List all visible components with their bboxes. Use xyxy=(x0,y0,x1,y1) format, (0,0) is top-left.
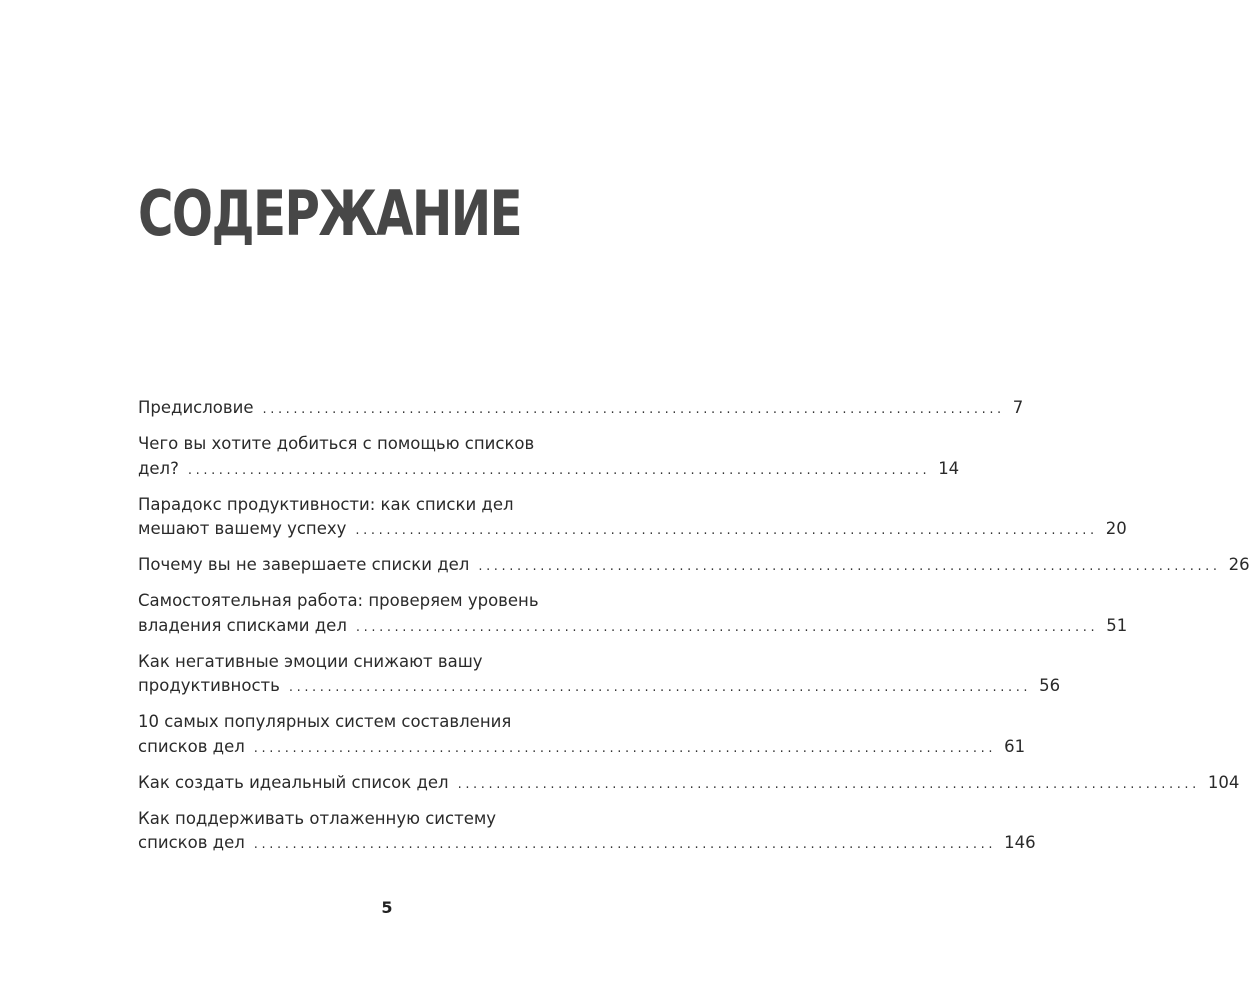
toc-entry-title: списков дел xyxy=(138,736,245,756)
toc-page-number: 20 xyxy=(1105,519,1127,538)
toc-entry-line xyxy=(138,457,960,484)
dot-leader: ................................................................................................ xyxy=(253,837,997,852)
toc-entry-title: Почему вы не завершаете списки дел xyxy=(138,555,470,574)
toc-entry[interactable] xyxy=(138,771,1240,798)
toc-page-number: 146 xyxy=(1004,833,1036,852)
toc-entry-line xyxy=(138,771,1240,798)
toc-entry-line xyxy=(138,396,1024,423)
toc-entry-title-line: Как поддерживать отлаженную систему xyxy=(138,808,497,828)
toc-entry[interactable] xyxy=(138,807,1036,858)
toc-page-number: 56 xyxy=(1039,676,1061,695)
toc-entry[interactable] xyxy=(138,589,1128,640)
toc-entry[interactable] xyxy=(138,396,1024,423)
dot-leader: ................................................................................................ xyxy=(288,680,1032,695)
toc-entry[interactable] xyxy=(138,493,1127,544)
toc-entry-line xyxy=(138,831,1036,858)
dot-leader: ................................................................................................ xyxy=(262,402,1005,417)
toc-entry-title-line: Чего вы хотите добиться с помощью списков xyxy=(138,434,535,453)
toc-entry-title-line: 10 самых популярных систем составления xyxy=(138,712,512,731)
toc-entry-title: продуктивность xyxy=(138,676,280,695)
toc-entry-title: владения списками дел xyxy=(138,615,347,635)
toc-page-number: 14 xyxy=(938,458,960,478)
toc-page-number: 104 xyxy=(1207,772,1240,792)
toc-entry-line xyxy=(138,517,1127,544)
dot-leader: ................................................................................................ xyxy=(187,462,931,478)
toc-entry-line xyxy=(138,674,1061,701)
toc-entry-title-line: Как негативные эмоции снижают вашу xyxy=(138,651,483,671)
toc-entry-line xyxy=(138,553,1250,580)
page-title: СОДЕРЖАНИЕ xyxy=(138,177,522,250)
toc-entry-line xyxy=(138,614,1128,641)
toc-entry[interactable] xyxy=(138,553,1250,580)
dot-leader: ................................................................................................ xyxy=(478,559,1221,574)
dot-leader: ................................................................................................ xyxy=(253,740,997,756)
toc-page-number: 26 xyxy=(1228,555,1250,574)
toc-page-number: 7 xyxy=(1012,398,1024,417)
toc-entry-title: мешают вашему успеху xyxy=(138,519,347,538)
toc-entry[interactable] xyxy=(138,710,1026,761)
toc-page-number: 51 xyxy=(1106,615,1128,635)
dot-leader: ................................................................................................ xyxy=(457,776,1200,792)
toc-entry-title: списков дел xyxy=(138,833,245,852)
toc-entry-title-line: Парадокс продуктивности: как списки дел xyxy=(138,494,514,514)
toc-entry-title-line: Самостоятельная работа: проверяем уровень xyxy=(138,591,539,610)
page-number: 5 xyxy=(381,898,393,917)
toc-page-number: 61 xyxy=(1004,736,1026,756)
toc-entry-title: Предисловие xyxy=(138,398,254,417)
toc-entry[interactable] xyxy=(138,432,960,483)
toc-entry[interactable] xyxy=(138,650,1061,701)
toc-entry-line xyxy=(138,735,1026,762)
table-of-contents xyxy=(138,396,1250,867)
dot-leader: ................................................................................................ xyxy=(355,619,1099,635)
dot-leader: ................................................................................................ xyxy=(355,523,1098,538)
toc-entry-title: дел? xyxy=(138,458,179,478)
toc-entry-title: Как создать идеальный список дел xyxy=(138,772,449,792)
